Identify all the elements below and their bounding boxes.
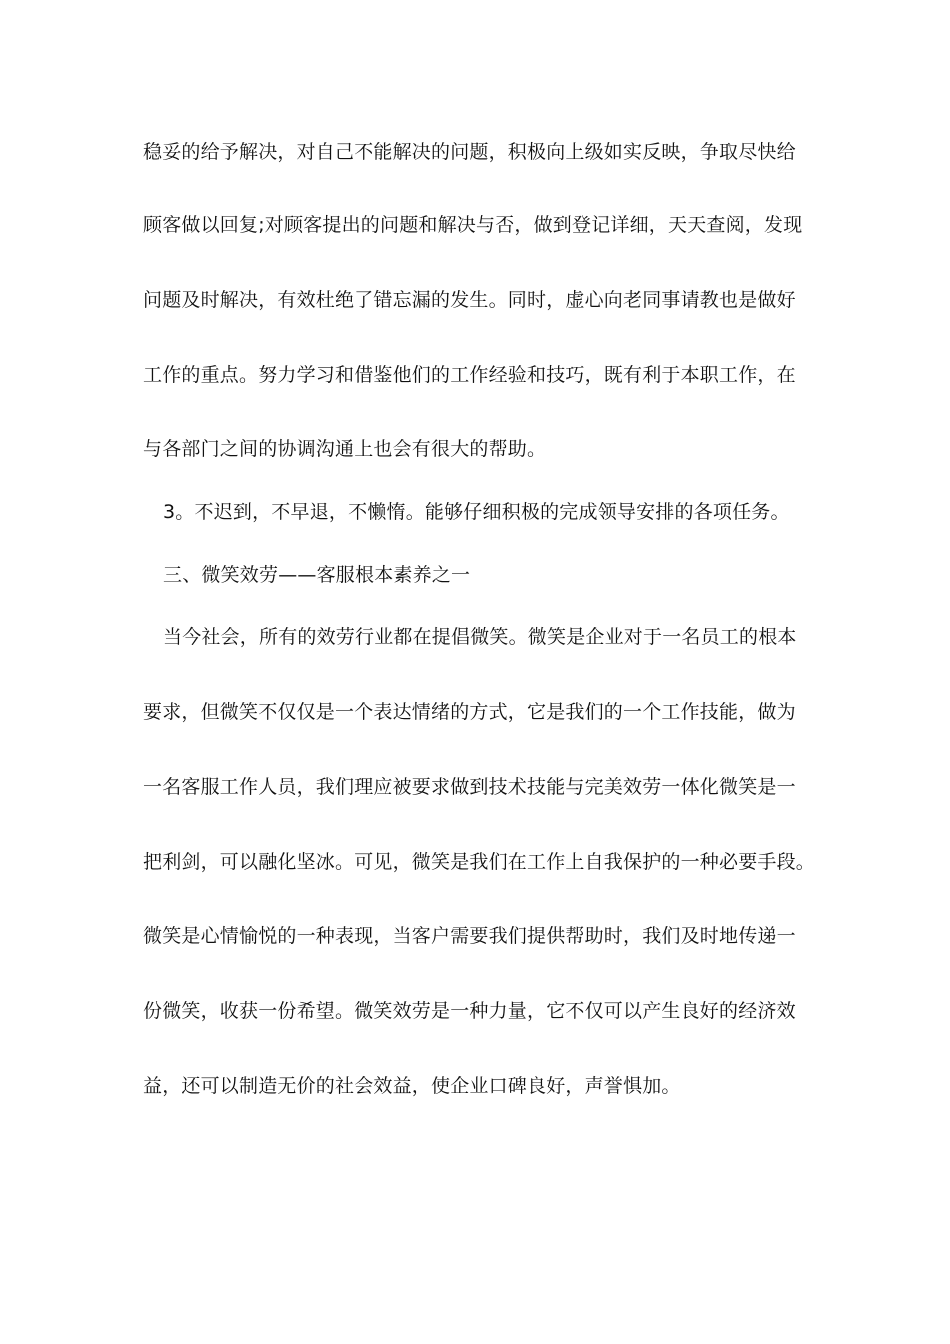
paragraph-line: 要求，但微笑不仅仅是一个表达情绪的方式，它是我们的一个工作技能，做为 xyxy=(143,701,796,723)
paragraph-line: 工作的重点。努力学习和借鉴他们的工作经验和技巧，既有利于本职工作，在 xyxy=(143,364,796,386)
paragraph-line: 与各部门之间的协调沟通上也会有很大的帮助。 xyxy=(143,438,547,460)
paragraph-line: 微笑是心情愉悦的一种表现，当客户需要我们提供帮助时，我们及时地传递一 xyxy=(143,925,796,947)
section-heading: 三、微笑效劳——客服根本素养之一 xyxy=(163,564,471,586)
list-item: 3。不迟到，不早退，不懒惰。能够仔细积极的完成领导安排的各项任务。 xyxy=(163,501,790,523)
paragraph-line: 一名客服工作人员，我们理应被要求做到技术技能与完美效劳一体化微笑是一 xyxy=(143,776,796,798)
paragraph-line: 把利剑，可以融化坚冰。可见，微笑是我们在工作上自我保护的一种必要手段。 xyxy=(143,851,816,873)
paragraph-line: 益，还可以制造无价的社会效益，使企业口碑良好，声誉惧加。 xyxy=(143,1075,681,1097)
paragraph-line: 当今社会，所有的效劳行业都在提倡微笑。微笑是企业对于一名员工的根本 xyxy=(163,626,797,648)
paragraph-line: 问题及时解决，有效杜绝了错忘漏的发生。同时，虚心向老同事请教也是做好 xyxy=(143,289,796,311)
paragraph-line: 份微笑，收获一份希望。微笑效劳是一种力量，它不仅可以产生良好的经济效 xyxy=(143,1000,796,1022)
paragraph-line: 稳妥的给予解决，对自己不能解决的问题，积极向上级如实反映，争取尽快给 xyxy=(143,141,796,163)
paragraph-line: 顾客做以回复;对顾客提出的问题和解决与否，做到登记详细，天天查阅，发现 xyxy=(143,214,803,236)
